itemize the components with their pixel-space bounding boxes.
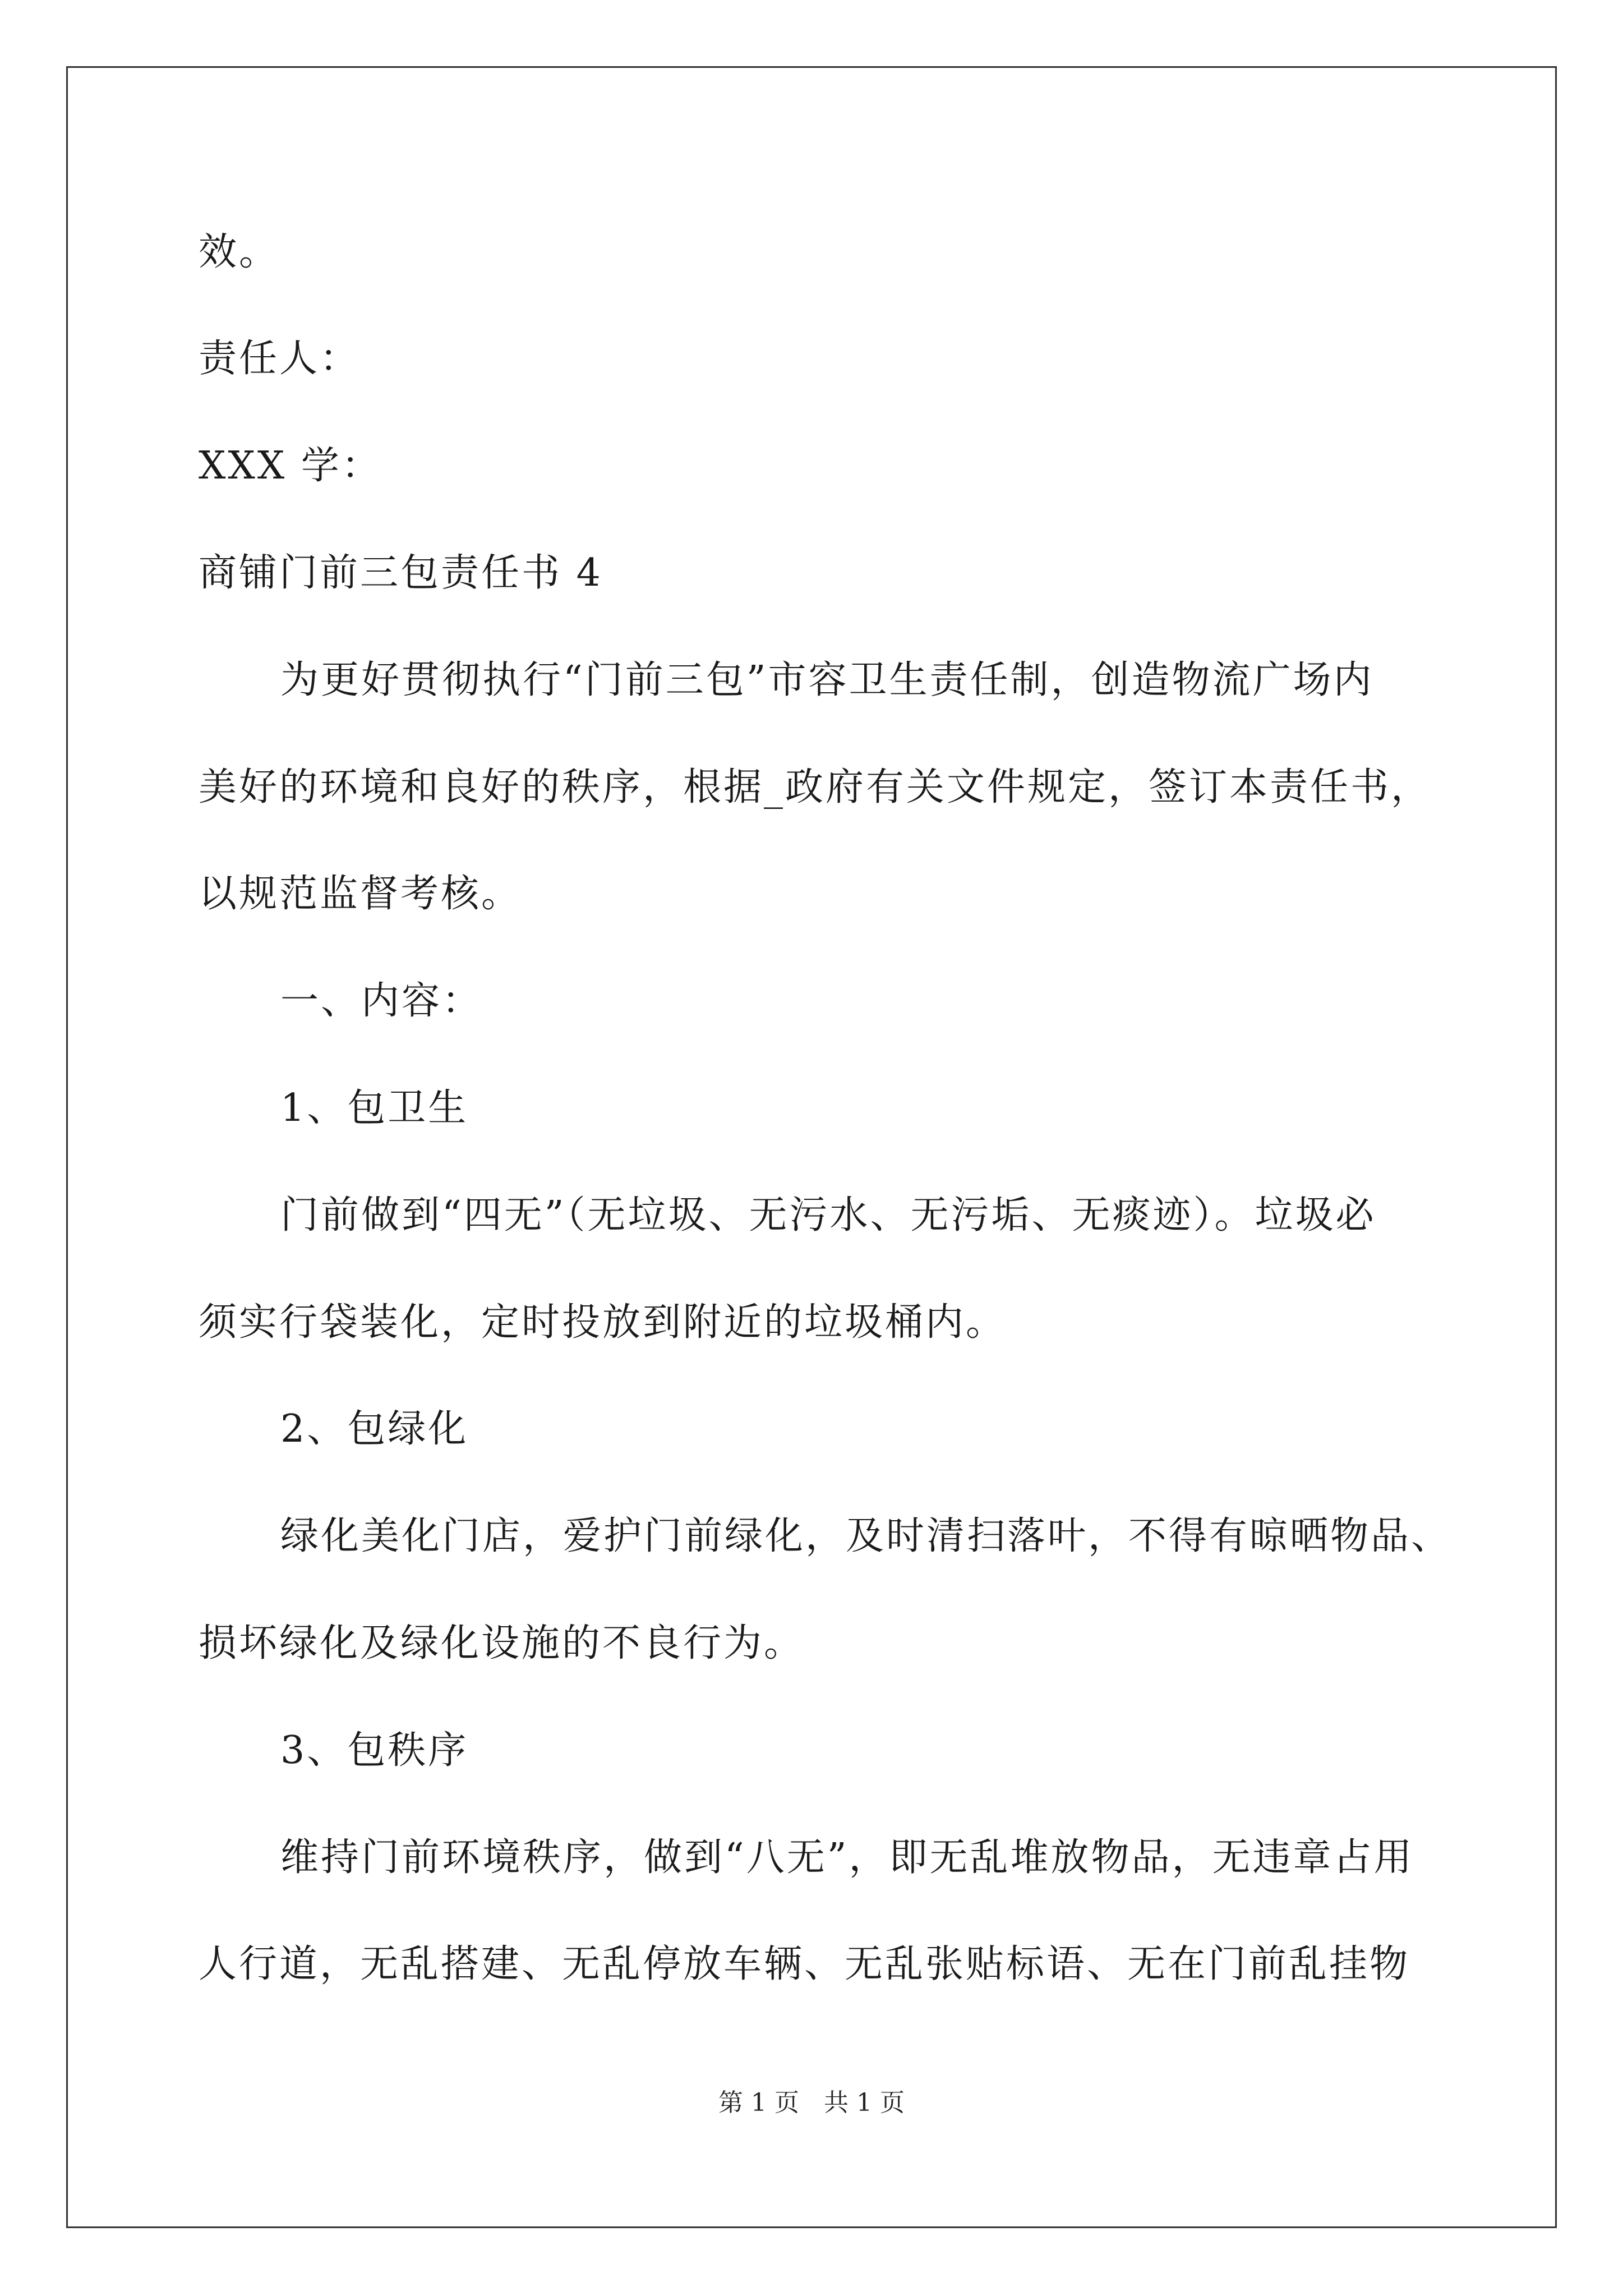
paragraph-line: 人行道，无乱搭建、无乱停放车辆、无乱张贴标语、无在门前乱挂物 (199, 1942, 1410, 1986)
text-line: 责任人： (199, 337, 361, 381)
page-number-footer: 第 1 页 共 1 页 (718, 2088, 905, 2117)
paragraph-line: 美好的环境和良好的秩序，根据_政府有关文件规定，签订本责任书， (199, 765, 1432, 809)
paragraph-line: 绿化美化门店，爱护门前绿化，及时清扫落叶，不得有晾晒物品、 (280, 1514, 1452, 1558)
text-line: 效。 (199, 230, 280, 274)
subheading-sanitation: 1、包卫生 (280, 1086, 469, 1130)
paragraph-line: 损坏绿化及绿化设施的不良行为。 (199, 1621, 805, 1665)
text-line: XXX 学： (199, 444, 382, 488)
paragraph-line: 维持门前环境秩序，做到“八无”，即无乱堆放物品，无违章占用 (280, 1835, 1414, 1880)
paragraph-line: 须实行袋装化，定时投放到附近的垃圾桶内。 (199, 1300, 1007, 1345)
paragraph-line: 以规范监督考核。 (199, 872, 522, 916)
paragraph-line: 门前做到“四无”（无垃圾、无污水、无污垢、无痰迹）。垃圾必 (280, 1193, 1376, 1237)
section-title: 商铺门前三包责任书 4 (199, 551, 603, 595)
subheading-greening: 2、包绿化 (280, 1407, 469, 1451)
subheading-order: 3、包秩序 (280, 1728, 469, 1773)
page-border (66, 66, 1557, 2228)
heading-content: 一、内容： (280, 979, 483, 1023)
paragraph-line: 为更好贯彻执行“门前三包”市容卫生责任制，创造物流广场内 (280, 658, 1374, 702)
